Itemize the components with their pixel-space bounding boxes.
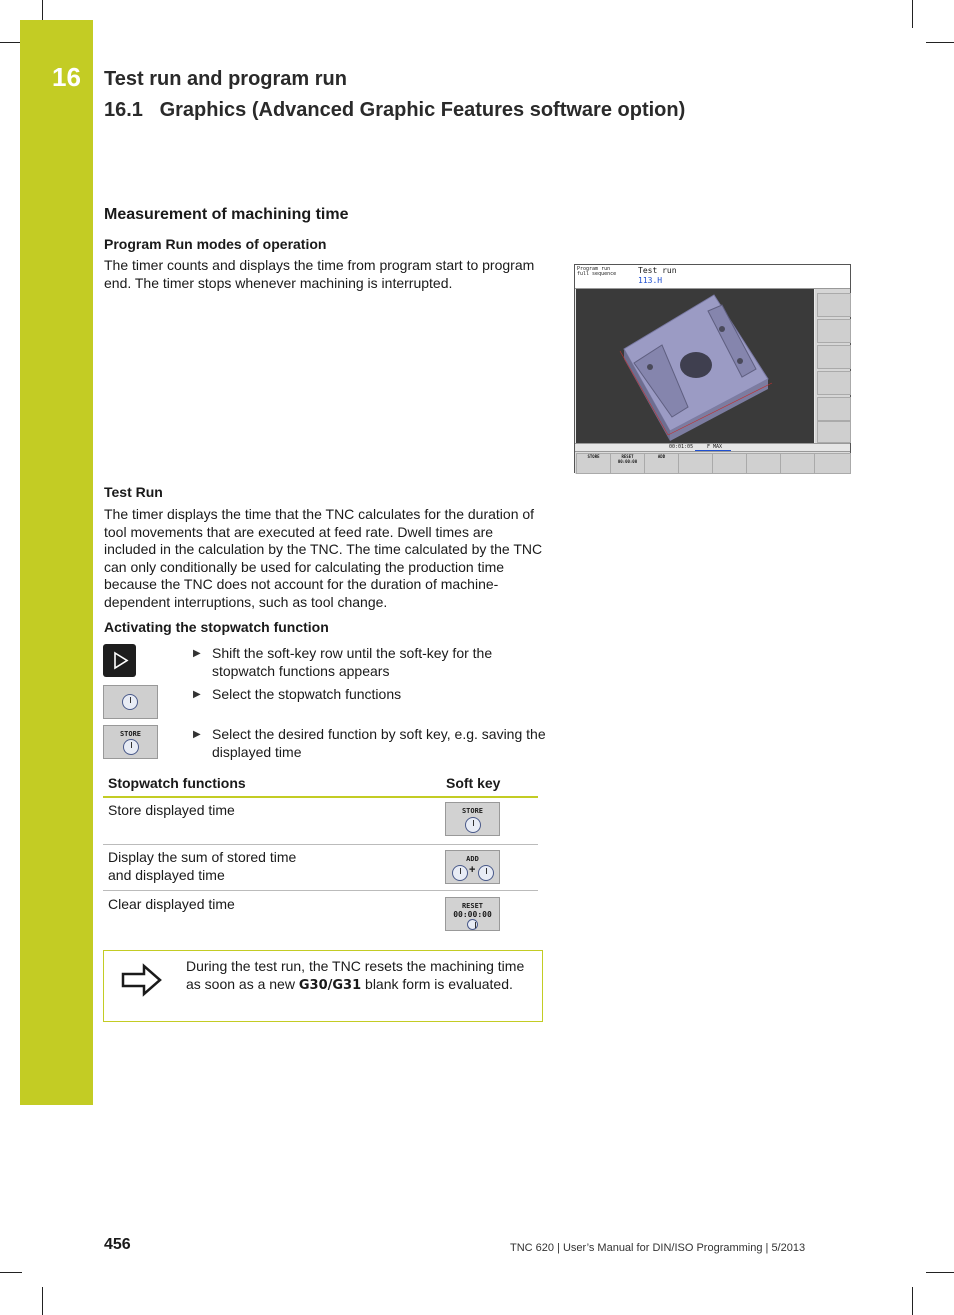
vertical-softkey[interactable] (817, 293, 851, 317)
crop-mark (0, 42, 22, 43)
empty-softkey[interactable] (712, 453, 747, 474)
crop-mark (0, 1272, 22, 1273)
vertical-softkey[interactable] (817, 371, 851, 395)
crop-mark (926, 1272, 954, 1273)
note-text-before: During the test run, the TNC resets the machining time as soon as a new (186, 958, 525, 992)
test-run-heading: Test Run (104, 484, 163, 500)
play-triangle-icon (103, 644, 136, 677)
table-row-divider (103, 844, 538, 845)
activating-heading: Activating the stopwatch function (104, 619, 329, 635)
tnc-screenshot (574, 264, 851, 473)
chapter-number: 16 (52, 62, 81, 92)
table-reset-softkey[interactable] (445, 897, 500, 931)
note-text-after: blank form is evaluated. (361, 975, 513, 992)
footer-text: TNC 620 | User’s Manual for DIN/ISO Programming | 5/2013 (510, 1242, 806, 1254)
test-run-text: The timer displays the time that the TNC calculates for the duration of tool movements that are executed at feed rate. Dwell times are included in the calculation by the TNC. The time calculated by the TNC can only conditionally be used for calculating the production time because the TNC does not account for the duration of machine-dependent interruptions, such as tool change. (104, 506, 543, 610)
bullet-arrow-icon: ▶ (193, 689, 201, 700)
workpiece-graphic (576, 289, 814, 443)
program-run-text: The timer counts and displays the time from program start to program end. The timer stops whenever machining is interrupted. (104, 257, 535, 291)
bullet-arrow-icon: ▶ (193, 648, 201, 659)
table-cell-add-line2: and displayed time (108, 867, 225, 883)
shift-softkey[interactable] (814, 453, 851, 474)
note-code: G30/G31 (298, 977, 362, 993)
mode-line-2: full sequence (577, 271, 617, 277)
table-store-label: STORE (461, 807, 484, 815)
mode-line-1: Program run (577, 266, 611, 272)
stopwatch-icon (123, 739, 139, 755)
chapter-sidebar (20, 20, 93, 1105)
stopwatch-functions-softkey[interactable] (103, 685, 158, 719)
crop-mark (912, 1287, 913, 1315)
table-row-divider (103, 890, 538, 891)
mode-panel (575, 265, 636, 289)
shot-reset-label: RESET (621, 454, 634, 459)
page-number: 456 (104, 1236, 131, 1253)
plus-icon: + (469, 864, 476, 876)
shot-add-softkey[interactable] (644, 453, 679, 474)
softkey-bar (575, 451, 850, 474)
title-panel (635, 265, 850, 289)
program-run-heading: Program Run modes of operation (104, 236, 327, 252)
shot-status-feed: F MAX (707, 444, 723, 450)
crop-mark (926, 42, 954, 43)
shot-reset-value: 00:00:00 (617, 459, 638, 464)
shot-store-label: STORE (587, 454, 600, 459)
table-header-functions: Stopwatch functions (108, 775, 246, 791)
table-store-softkey[interactable] (445, 802, 500, 836)
shot-file: 113.H (638, 276, 663, 285)
empty-softkey[interactable] (678, 453, 713, 474)
table-reset-label: RESET (461, 902, 484, 910)
table-cell-store: Store displayed time (108, 802, 235, 818)
crop-mark (42, 1287, 43, 1315)
shot-store-softkey[interactable] (576, 453, 611, 474)
table-add-softkey[interactable] (445, 850, 500, 884)
table-header-rule (103, 796, 538, 798)
stopwatch-icon (452, 865, 468, 881)
graphics-viewport (576, 289, 814, 443)
step-1-text: Shift the soft-key row until the soft-key for the stopwatch functions appears (212, 645, 493, 679)
empty-softkey[interactable] (780, 453, 815, 474)
stopwatch-icon (122, 694, 138, 710)
shot-status-time: 00:01:05 (669, 444, 694, 450)
shot-title: Test run (638, 266, 677, 275)
table-add-label: ADD (466, 855, 479, 863)
step-2-text: Select the stopwatch functions (212, 686, 402, 702)
table-cell-reset: Clear displayed time (108, 896, 235, 912)
store-softkey-label: STORE (119, 730, 142, 738)
vertical-softkey[interactable] (817, 397, 851, 421)
chapter-title: Test run and program run (104, 68, 347, 90)
stopwatch-icon (478, 865, 494, 881)
table-cell-add-line1: Display the sum of stored time (108, 849, 297, 865)
page-heading: Measurement of machining time (104, 206, 349, 223)
stopwatch-icon (467, 919, 478, 930)
status-bar (575, 443, 850, 451)
empty-softkey[interactable] (746, 453, 781, 474)
step-3-text: Select the desired function by soft key, e.g. saving the displayed time (212, 726, 546, 760)
store-softkey[interactable] (103, 725, 158, 759)
table-header-softkey: Soft key (446, 775, 501, 791)
crop-mark (912, 0, 913, 28)
table-reset-value: 00:00:00 (453, 910, 492, 919)
note-arrow-icon (120, 963, 164, 997)
section-title: 16.1 Graphics (Advanced Graphic Features software option) (104, 99, 686, 121)
stopwatch-icon (465, 817, 481, 833)
shot-reset-softkey[interactable] (610, 453, 645, 474)
shot-add-label: ADD (657, 454, 666, 459)
note-text (186, 958, 526, 994)
vertical-softkey[interactable] (817, 421, 851, 443)
vertical-softkey[interactable] (817, 319, 851, 343)
crop-mark (42, 0, 43, 22)
bullet-arrow-icon: ▶ (193, 729, 201, 740)
shift-softkey-row-button[interactable] (103, 644, 136, 677)
right-softkey-column (815, 289, 850, 443)
vertical-softkey[interactable] (817, 345, 851, 369)
